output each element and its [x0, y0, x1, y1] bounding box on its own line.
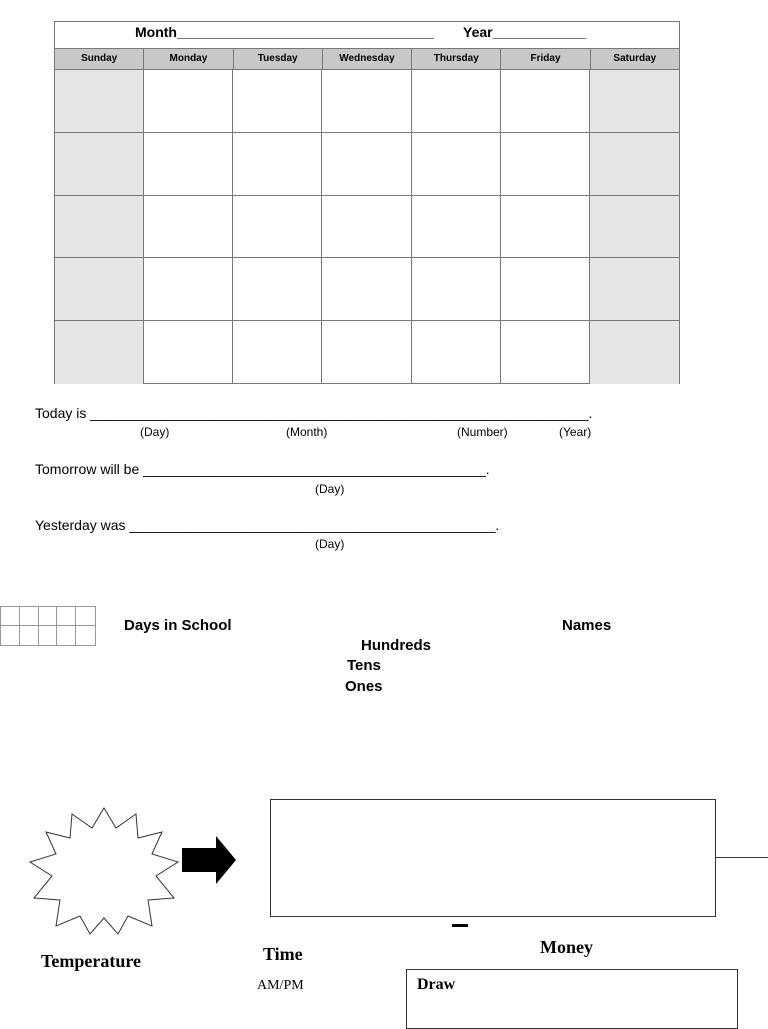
- ones-label: Ones: [345, 678, 383, 695]
- tomorrow-line: Tomorrow will be ____________________________________________.: [35, 461, 490, 477]
- connector-line: [716, 857, 768, 858]
- calendar-cell: [412, 70, 501, 133]
- today-number-caption: (Number): [457, 425, 508, 439]
- weekday-tuesday: Tuesday: [234, 49, 323, 69]
- weekday-wednesday: Wednesday: [323, 49, 412, 69]
- dash-mark: [452, 924, 468, 927]
- weekday-sunday: Sunday: [55, 49, 144, 69]
- calendar-cell: [55, 196, 144, 259]
- calendar-cell: [55, 133, 144, 196]
- calendar-cell: [412, 196, 501, 259]
- time-label: Time: [263, 944, 303, 964]
- month-label: Month_________________________________: [135, 24, 434, 40]
- today-month-caption: (Month): [286, 425, 328, 439]
- yesterday-day-caption: (Day): [315, 537, 345, 551]
- arrow-right-icon: [182, 836, 236, 886]
- calendar-cell: [322, 196, 411, 259]
- temperature-label: Temperature: [41, 951, 141, 971]
- weekday-row: [55, 48, 679, 70]
- calendar-grid: [55, 70, 679, 384]
- draw-box: [406, 969, 738, 1029]
- hundreds-label: Hundreds: [361, 637, 432, 654]
- calendar-cell: [233, 321, 322, 384]
- calendar-cell: [501, 258, 590, 321]
- calendar-cell: [322, 321, 411, 384]
- calendar-cell: [55, 70, 144, 133]
- calendar-cell: [501, 70, 590, 133]
- calendar-cell: [55, 321, 144, 384]
- calendar-cell: [144, 258, 233, 321]
- calendar-cell: [322, 258, 411, 321]
- tomorrow-day-caption: (Day): [315, 482, 345, 496]
- answer-box: [270, 799, 716, 917]
- calendar-cell: [590, 321, 679, 384]
- tens-label: Tens: [347, 657, 381, 674]
- calendar-cell: [233, 133, 322, 196]
- calendar-cell: [233, 258, 322, 321]
- calendar-cell: [590, 196, 679, 259]
- calendar-cell: [412, 321, 501, 384]
- days-in-school-label: Days in School: [124, 617, 232, 634]
- yesterday-line: Yesterday was _______________________________________________.: [35, 517, 500, 533]
- calendar-cell: [501, 321, 590, 384]
- ampm-label: AM/PM: [257, 978, 304, 993]
- today-day-caption: (Day): [140, 425, 170, 439]
- calendar-header: [55, 22, 679, 48]
- calendar-cell: [412, 133, 501, 196]
- calendar-cell: [144, 70, 233, 133]
- weekday-friday: Friday: [501, 49, 590, 69]
- calendar-cell: [501, 196, 590, 259]
- money-label: Money: [540, 937, 593, 957]
- calendar-cell: [322, 70, 411, 133]
- draw-label: Draw: [417, 976, 456, 993]
- calendar-cell: [590, 70, 679, 133]
- calendar-cell: [144, 321, 233, 384]
- names-label: Names: [562, 617, 612, 634]
- weekday-thursday: Thursday: [412, 49, 501, 69]
- calendar-cell: [590, 258, 679, 321]
- today-year-caption: (Year): [559, 425, 592, 439]
- calendar-cell: [55, 258, 144, 321]
- calendar-cell: [233, 70, 322, 133]
- year-label: Year____________: [463, 24, 587, 40]
- calendar-cell: [322, 133, 411, 196]
- today-line: Today is ________________________________________________________________.: [35, 405, 593, 421]
- weekday-saturday: Saturday: [613, 53, 657, 64]
- calendar-cell: [501, 133, 590, 196]
- tally-grid: [0, 606, 96, 646]
- calendar-table: [54, 21, 680, 384]
- calendar-cell: [144, 133, 233, 196]
- sun-burst-icon: [28, 806, 180, 936]
- calendar-cell: [233, 196, 322, 259]
- calendar-cell: [412, 258, 501, 321]
- weekday-monday: Monday: [144, 49, 233, 69]
- calendar-cell: [590, 133, 679, 196]
- calendar-cell: [144, 196, 233, 259]
